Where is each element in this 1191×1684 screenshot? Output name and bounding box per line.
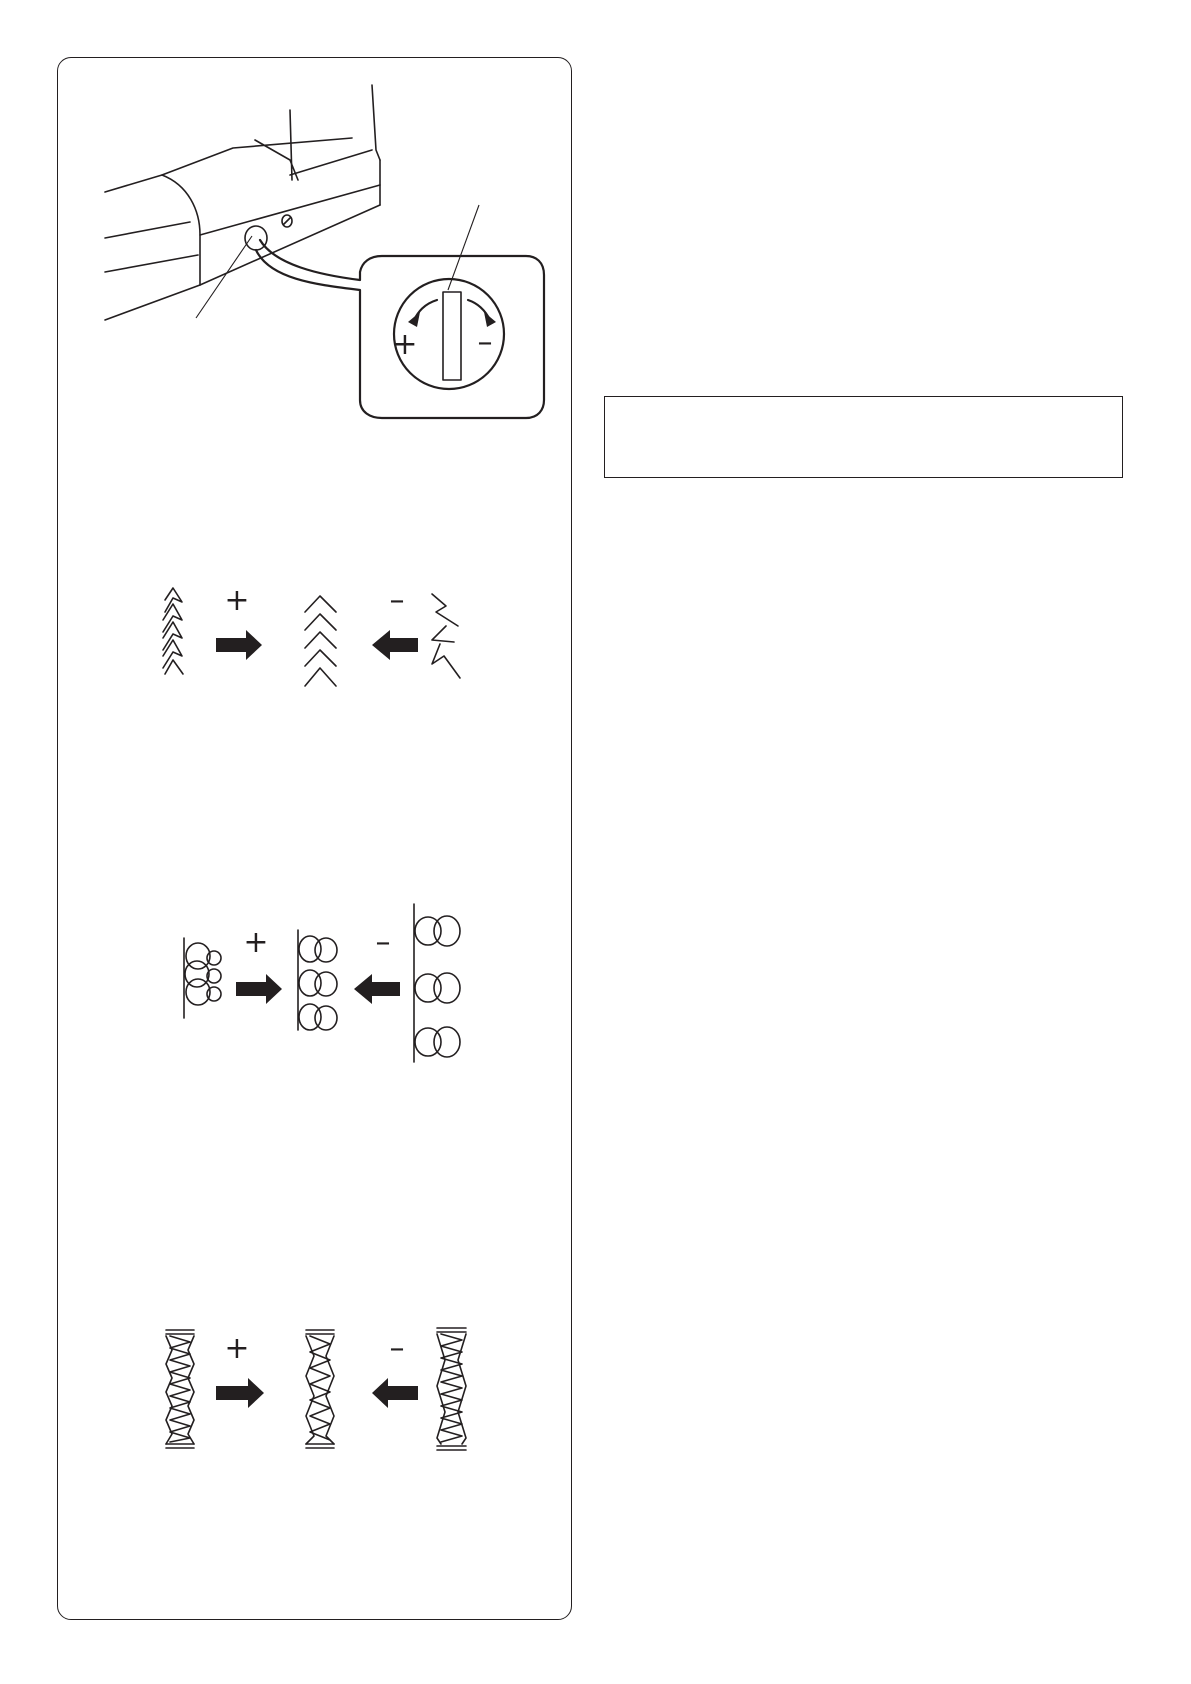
- circles-stitch-compressed: [184, 938, 221, 1018]
- satin-stitch-compressed: [166, 1330, 194, 1448]
- dial-minus-label: –: [477, 325, 493, 360]
- circles-plus-label: +: [243, 925, 269, 960]
- satin-stitch-normal: [306, 1330, 334, 1448]
- adjust-slot: [443, 292, 461, 380]
- satin-plus-label: +: [224, 1331, 250, 1366]
- satin-plus-arrow: [216, 1378, 264, 1408]
- chevron-minus-label: –: [389, 583, 405, 618]
- knob-leader-line: [196, 236, 252, 318]
- circles-example: [0, 900, 1191, 1070]
- slot-leader-line: [448, 205, 479, 290]
- satin-minus-arrow: [372, 1378, 418, 1408]
- satin-example: [0, 1320, 1191, 1470]
- satin-minus-label: –: [389, 1331, 405, 1366]
- chevron-minus-arrow: [372, 630, 418, 660]
- circles-stitch-normal: [298, 930, 337, 1030]
- satin-stitch-stretched: [437, 1328, 466, 1450]
- circles-minus-label: –: [375, 925, 391, 960]
- chevron-plus-arrow: [216, 630, 262, 660]
- circles-minus-arrow: [354, 974, 400, 1004]
- dial-callout: [256, 240, 544, 418]
- machine-dial-illustration: [0, 0, 1191, 460]
- circles-stitch-stretched: [414, 904, 460, 1062]
- chevron-stitch-compressed: [163, 588, 183, 674]
- dial-plus-label: +: [392, 327, 418, 362]
- machine-body: [105, 85, 380, 320]
- chevron-plus-label: +: [224, 583, 250, 618]
- chevron-stitch-normal: [305, 596, 336, 686]
- chevron-example: [0, 560, 1191, 720]
- chevron-stitch-stretched: [432, 594, 460, 678]
- circles-plus-arrow: [236, 974, 282, 1004]
